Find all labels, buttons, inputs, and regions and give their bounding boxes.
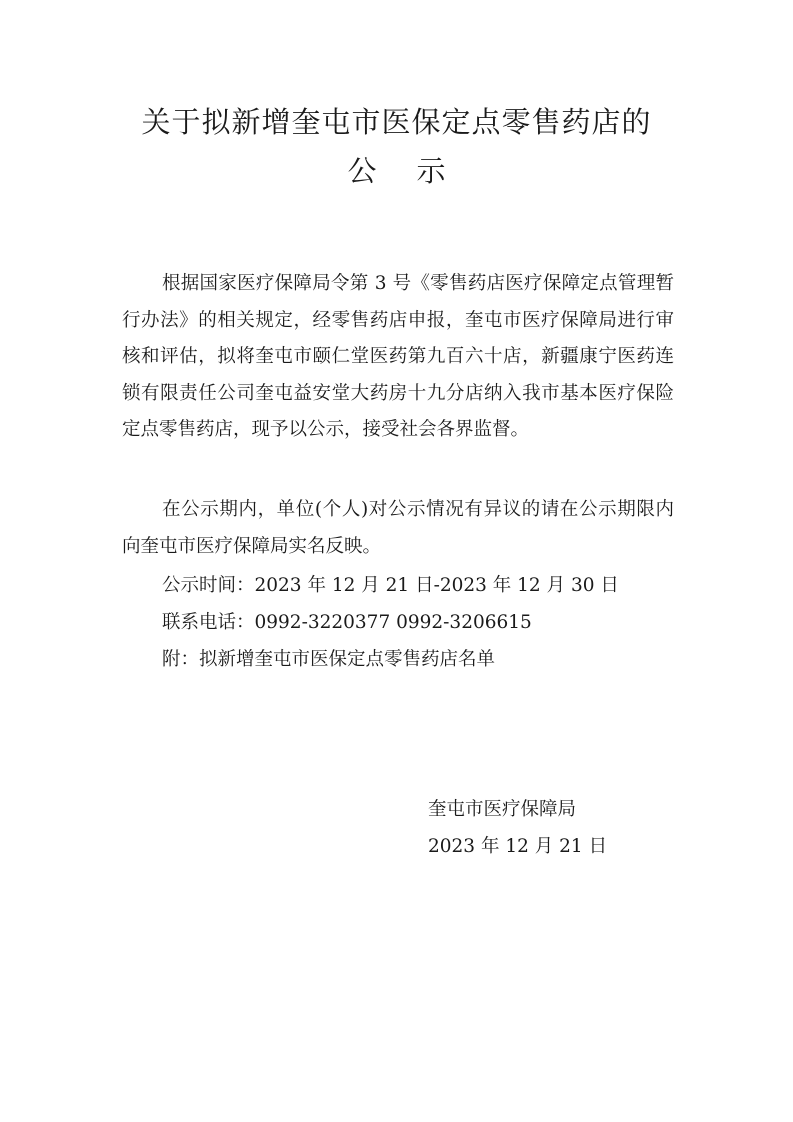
signature-organization: 奎屯市医疗保障局 bbox=[428, 799, 577, 820]
contact-phone-line: 联系电话：0992-3220377 0992-3206615 bbox=[162, 612, 532, 633]
body-paragraph-announcement: 根据国家医疗保障局令第 3 号《零售药店医疗保障定点管理暂行办法》的相关规定，经零售药店申报，奎屯市医疗保障局进行审核和评估，拟将奎屯市颐仁堂医药第九百六十店，新疆康宁医药连锁有限责任公司奎屯益安堂大药房十九分店纳入我市基本医疗保险定点零售药店，现予以公示，接受社会各界监督。 bbox=[122, 273, 674, 441]
attachment-line: 附：拟新增奎屯市医保定点零售药店名单 bbox=[162, 649, 496, 670]
document-title-subtitle: 公示 bbox=[347, 154, 486, 188]
document-title: 关于拟新增奎屯市医保定点零售药店的 bbox=[141, 105, 652, 139]
publish-time-line: 公示时间：2023 年 12 月 21 日-2023 年 12 月 30 日 bbox=[162, 575, 619, 596]
body-paragraph-objection: 在公示期内，单位(个人)对公示情况有异议的请在公示期限内向奎屯市医疗保障局实名反映。 bbox=[122, 499, 674, 557]
signature-date: 2023 年 12 月 21 日 bbox=[428, 836, 608, 857]
